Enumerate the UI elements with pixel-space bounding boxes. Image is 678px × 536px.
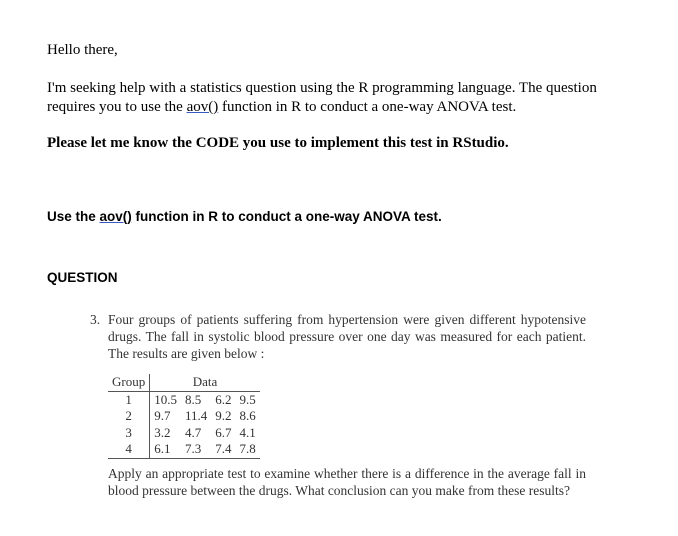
value-cell: 6.1 — [150, 441, 181, 458]
value-cell: 6.2 — [215, 391, 232, 407]
value-cell: 7.3 — [181, 441, 211, 458]
instruction-end: function in R to conduct a one-way ANOVA test. — [131, 209, 442, 224]
intro-paragraph — [47, 79, 647, 117]
instruction-line — [47, 207, 442, 226]
code-request-text: Please let me know the CODE you use to implement this test in RStudio. — [47, 135, 509, 151]
value-cell: 7.4 — [211, 441, 235, 458]
table-row — [108, 408, 260, 425]
table-row — [108, 425, 260, 442]
value-cell: 4.7 — [184, 424, 202, 440]
question-text: Four groups of patients suffering from hypertension were given different hypotensive drugs. The fall in systolic blood pressure over one day was measured for each patient. The results are given below : — [108, 312, 586, 361]
instruction-aov-function: aov() — [99, 209, 132, 224]
value-cell: 6.7 — [215, 424, 232, 440]
greeting-text: Hello there, — [47, 42, 118, 58]
question-number: 3. — [90, 312, 101, 327]
value-cell: 9.7 — [154, 408, 171, 423]
group-cell: 2 — [108, 408, 150, 425]
value-cell: 10.5 — [154, 391, 177, 407]
value-cell: 3.2 — [154, 424, 171, 440]
group-column-header: Group — [108, 374, 150, 391]
intro-text-start: I'm seeking help with a statistics question using the R programming language. The question requires you to use the — [47, 80, 597, 115]
value-cell: 9.2 — [215, 408, 232, 423]
value-cell: 4.1 — [239, 424, 256, 440]
group-cell: 3 — [108, 425, 150, 442]
value-cell: 8.6 — [239, 408, 256, 423]
data-column-header: Data — [150, 374, 260, 391]
table-row — [108, 441, 260, 458]
intro-text-end: function in R to conduct a one-way ANOVA test. — [218, 99, 517, 115]
data-table — [108, 374, 260, 459]
question-heading: QUESTION — [47, 270, 118, 285]
value-cell: 9.5 — [239, 391, 256, 407]
group-cell: 1 — [108, 391, 150, 408]
instruction-start: Use the — [47, 209, 100, 224]
table-row — [108, 391, 260, 408]
value-cell: 7.8 — [236, 441, 260, 458]
value-cell: 11.4 — [184, 408, 208, 423]
group-cell: 4 — [108, 441, 150, 458]
aov-function-name: aov() — [186, 99, 219, 115]
value-cell: 8.5 — [184, 391, 202, 407]
question-followup-text: Apply an appropriate test to examine whether there is a difference in the average fall in blood pressure between the drugs. What conclusion can you make from these results? — [108, 466, 586, 498]
table-header-row — [108, 374, 260, 391]
